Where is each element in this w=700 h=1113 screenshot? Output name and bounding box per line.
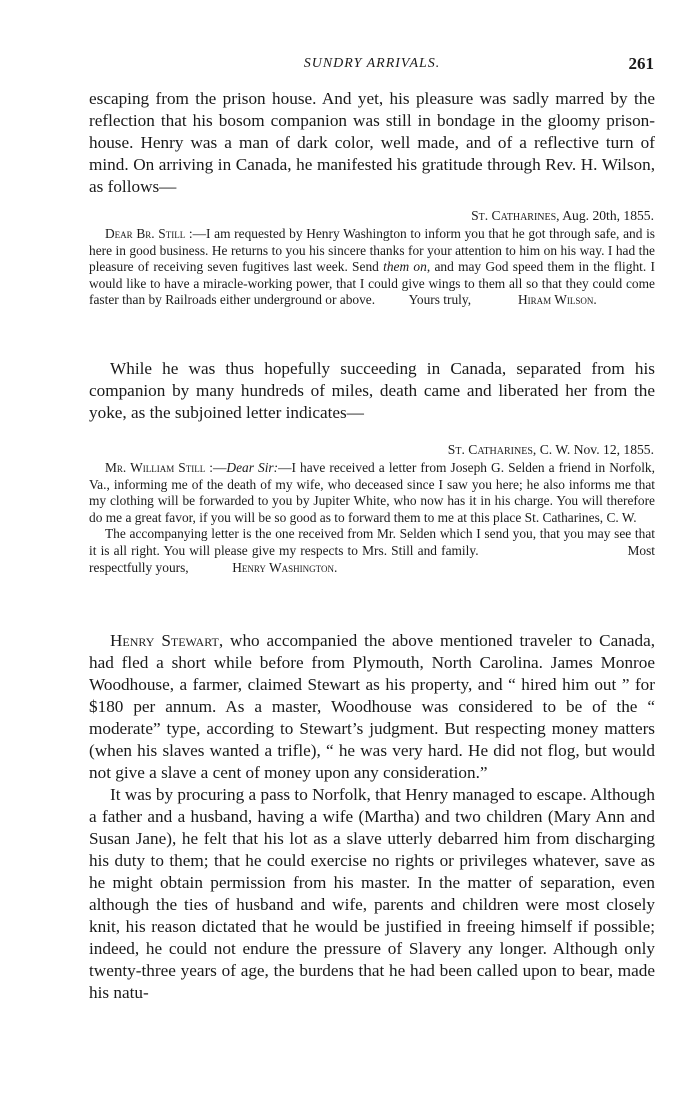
letter-1-body-text: :—I am requested by Henry Washington to inform you that he got through safe, and is here in good business. He returns to you his sincere thanks for your attention to him on his way. I had the pleasure of receiving seven fugitives last week. Send [89,226,655,275]
letter-1-signature: Hiram Wilson. [517,292,597,308]
letter-1-closing: Yours truly, [408,292,472,308]
paragraph-3 [89,630,655,784]
letter-1 [89,208,655,309]
letter-2-salutation-italic: Dear Sir: [226,460,279,475]
letter-1-salutation: Dear Br. Still [105,226,186,241]
letter-1-place: St. Catharines, [471,208,560,223]
letter-2-body-p2-text: The accompanying letter is the one received from Mr. Selden which I send you, that you may see that it is all right. You will please give my respects to Mrs. Still and family. [89,526,655,558]
paragraph-3-name: Henry Stewart [110,631,219,650]
page-header [89,54,655,76]
letter-1-date: Aug. 20th, 1855. [559,208,654,223]
paragraph-1 [89,88,655,198]
letter-2-date: C. W. Nov. 12, 1855. [536,442,654,457]
letter-2-place: St. Catharines, [447,442,537,457]
letter-2 [89,442,655,576]
letter-2-body-p2 [89,526,655,576]
letter-1-body-text-2: , and may God speed them in the flight. I would like to have a miracle-working power, that I could give wings to them all so that they could come faster than by Railroads either underground or above. [89,259,655,308]
letter-2-signature: Henry Washington. [232,559,338,575]
paragraph-4-text: It was by procuring a pass to Norfolk, that Henry managed to escape. Although a father and a husband, having a wife (Martha) and two children (Mary Ann and Susan Jane), he felt that his lot as a slave utterly debarred him from discharging his duty to them; that he could exercise no rights or privileges whatever, save as he might obtain permission from his master. In the matter of separation, even although the ties of husband and wife, parents and children were most closely knit, his reason dictated that he would be justified in freeing himself if possible; indeed, he could not endure the pressure of Slavery any longer. Although only twenty-three years of age, the burdens that he had been called upon to bear, made his natu- [89,785,655,1002]
paragraph-2 [89,358,655,424]
letter-2-dateline [89,442,655,458]
paragraph-2-text: While he was thus hopefully succeeding in Canada, separated from his companion by many hundreds of miles, death came and liberated her from the yoke, as the subjoined letter indicates— [89,359,655,422]
running-title: SUNDRY ARRIVALS. [303,56,441,71]
paragraph-4 [89,784,655,1004]
letter-2-body [89,460,655,526]
paragraph-3-body: , who accompanied the above mentioned traveler to Canada, had fled a short while before from Plymouth, North Carolina. James Monroe Woodhouse, a farmer, claimed Stewart as his property, and “ hired him out ” for $180 per annum. As a master, Woodhouse was considered to be of the “ moderate” type, according to Stewart’s judgment. But respecting money matters (when his slaves wanted a trifle), “ he was very hard. He did not flog, but would not give a slave a cent of money upon any consideration.” [89,631,655,782]
letter-2-salutation-sep: :— [205,460,227,475]
paragraph-3-text [89,630,655,784]
letter-2-closing: Most respectfully yours, [89,542,656,575]
page-number: 261 [628,54,654,73]
letter-1-body-italic: them on [383,259,427,275]
letter-2-salutation: Mr. William Still [105,460,206,475]
letter-2-body-text: —I have received a letter from Joseph G. Selden a friend in Norfolk, Va., informing me of the death of my wife, who deceased since I saw you here; he also informs me that my clothing will be forwarded to you by Jupiter White, who now has it in his charge. You will therefore do me a great favor, if you will be so good as to forward them to me at this place St. Catharines, C. W. [89,460,655,525]
letter-1-dateline [89,208,655,224]
letter-1-body [89,226,655,309]
paragraph-1-text: escaping from the prison house. And yet, his pleasure was sadly marred by the reflection that his bosom companion was still in bondage in the gloomy prison-house. Henry was a man of dark color, well made, and of a reflective turn of mind. On arriving in Canada, he manifested his gratitude through Rev. H. Wilson, as follows— [89,89,655,196]
